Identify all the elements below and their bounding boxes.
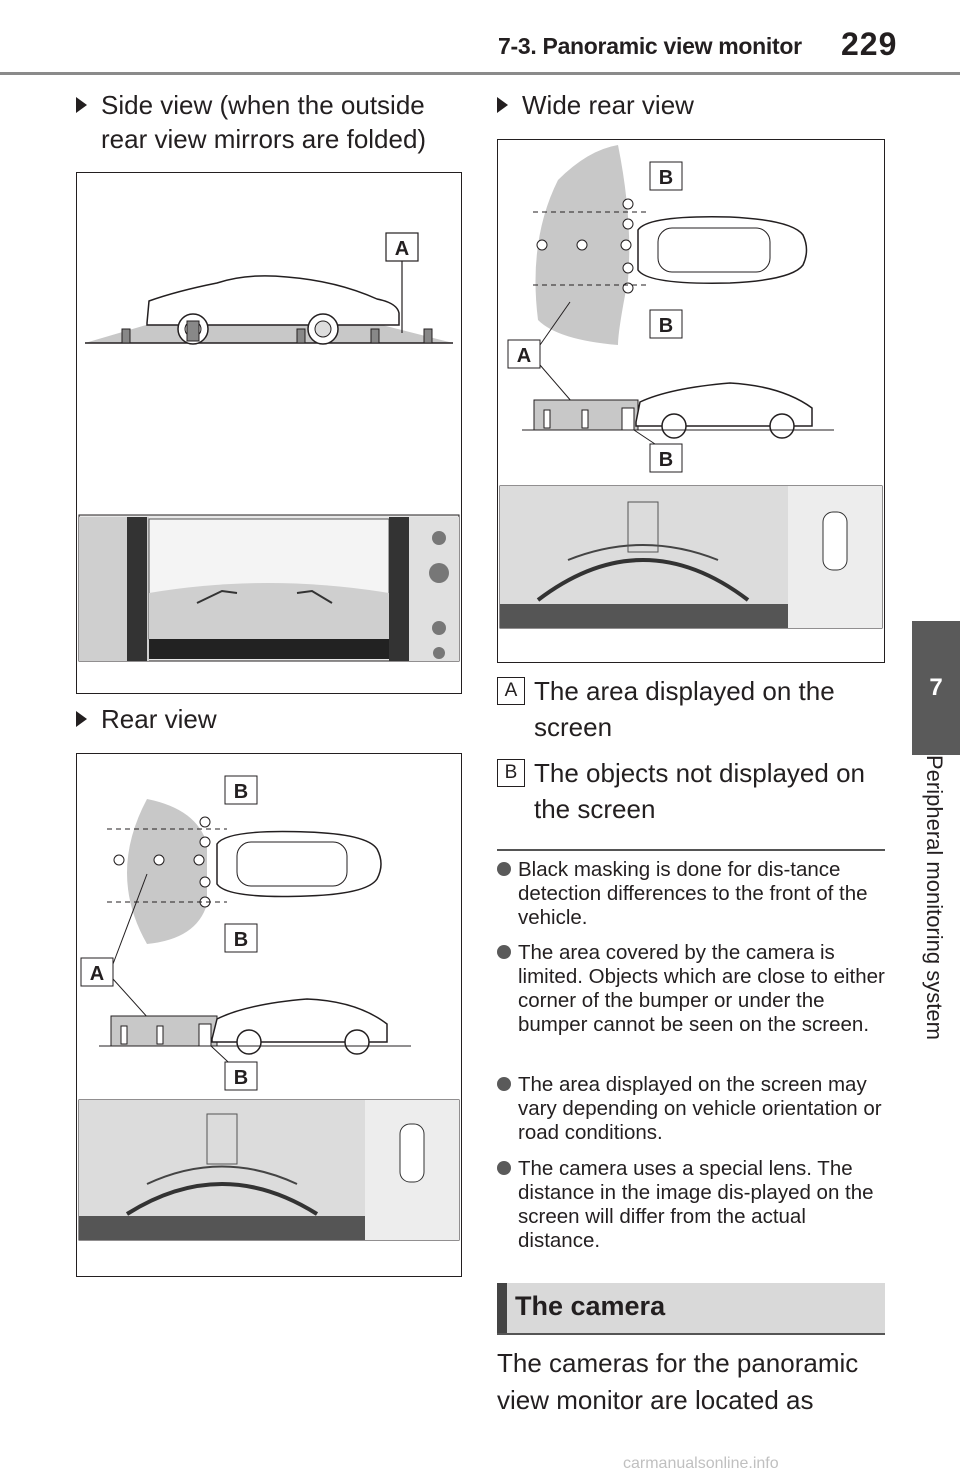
bullet-dot-icon [497,1077,511,1091]
section-header-title: The camera [515,1291,666,1321]
rear-view-heading: Rear view [76,702,456,736]
svg-text:B: B [658,167,674,189]
section-title: 7-3. Panoramic view monitor [498,33,802,59]
car-top-icon [638,217,807,283]
svg-text:B: B [233,929,249,951]
section-header [497,1283,885,1333]
side-view-heading: Side view (when the outside rear view mirrors are folded) [76,88,456,156]
chapter-tab [912,621,960,755]
screen-image [79,1100,459,1240]
label-a: A [394,238,410,260]
note-item: The area covered by the camera is limited. Objects which are close to either corner of the bumper or under the bumper cannot be seen on the screen. [497,941,887,1061]
wide-rear-figure [497,139,885,663]
divider [497,849,885,851]
svg-text:B: B [233,781,249,803]
bullet-dot-icon [497,1161,511,1175]
side-view-figure [76,172,462,694]
svg-text:A: A [89,963,105,985]
wide-rear-heading: Wide rear view [497,88,877,122]
legend-key-a: A [497,677,525,705]
svg-text:B: B [658,449,674,471]
header-rule [0,72,960,75]
screen-image [79,515,459,661]
chapter-number: 7 [929,674,943,701]
triangle-bullet-icon [76,97,87,113]
legend-text-b: The objects not displayed on the screen [534,758,865,824]
legend-key-b: B [497,759,525,787]
body-paragraph: The cameras for the panoramic view monitor are located as [497,1348,859,1415]
screen-image [500,486,882,628]
svg-text:A: A [516,345,532,367]
triangle-bullet-icon [76,711,87,727]
svg-text:B: B [233,1067,249,1089]
watermark: carmanualsonline.info [623,1455,779,1472]
car-top-icon [217,832,381,897]
legend-text-a: The area displayed on the screen [534,676,835,742]
triangle-bullet-icon [497,97,508,113]
svg-text:B: B [658,315,674,337]
note-item: Black masking is done for dis-tance detection differences to the front of the vehicle. [497,858,887,930]
rear-view-figure [76,753,462,1277]
chapter-title: Peripheral monitoring system [922,755,947,1040]
bullet-dot-icon [497,862,511,876]
note-item: The camera uses a special lens. The distance in the image dis-played on the screen will differ from the actual distance. [497,1157,887,1253]
page-number: 229 [841,26,898,62]
chapter-title-tab [912,755,960,1315]
bullet-dot-icon [497,945,511,959]
note-item: The area displayed on the screen may vary depending on vehicle orientation or road conditions. [497,1073,887,1145]
section-header-bar [497,1283,507,1333]
